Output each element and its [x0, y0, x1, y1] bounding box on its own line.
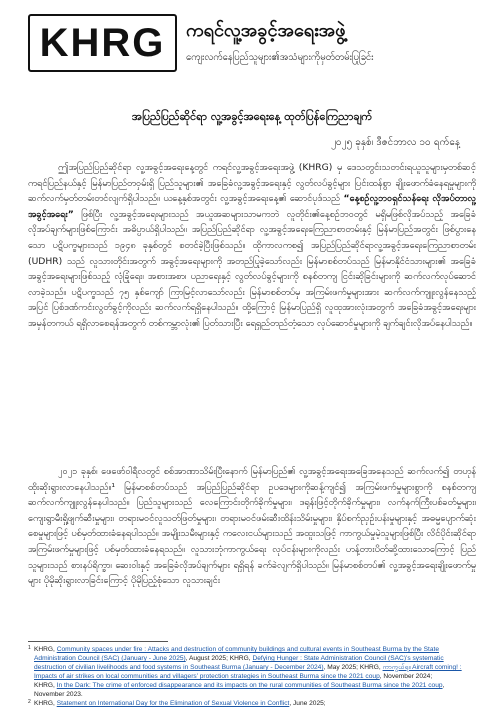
footnote-1-continued: [28, 681, 476, 699]
statement-date: ၂၀၂၅ ခုနှစ်၊ ဒီဇင်ဘာလ ၁၀ ရက်နေ့: [331, 137, 460, 148]
footnote-divider: [28, 641, 168, 642]
statement-title: အပြည်ပြည်ဆိုင်ရာ လူ့အခွင့်အရေးနေ့ ထုတ်ပြန်ကြေညာချက်: [131, 110, 373, 123]
letterhead: [28, 14, 483, 76]
paragraph-2: [28, 464, 476, 636]
footnote-link[interactable]: Defying Hunger : State Administration Council (SAC)’s systematic destruction of civilian livelihoods and food systems in Southeast Burma (January - December 2024): [34, 655, 444, 671]
khrg-logo: [28, 14, 177, 72]
footnote-date: , November 2023.: [34, 682, 445, 698]
footnote-link[interactable]: Statement on International Day for the Elimination of Sexual Violence in Conflict: [56, 700, 290, 707]
footnote-2: [28, 699, 476, 708]
footnote-date: , November 2024;: [379, 673, 433, 680]
paragraph-1-intro: ဤအပြည်ပြည်ဆိုင်ရာ လူ့အခွင့်အရေးနေ့တွင် ကရင်လူ့အခွင့်အရေးအဖွဲ့ (KHRG) မှ ဒေသတွင်းသတင်းရယူသူများမှတစ်ဆင့် ကရင်ပြည်နယ်နှင့် မြန်မာပြည်တဝှမ်းရှိ ပြည်သူများ၏ အခြေခံလူ့အခွင့်အရေးနှင့် လွတ်လပ်ခွင့်များ ပြင်းထန်စွာ ချိုးဖောက်ခံနေရမှုများကို ဆက်လက်မှတ်တမ်းတင်လျက်ရှိပါသည်။ ယနေ့နှစ်အတွင်း လူ့အခွင့်အရေးနေ့၏ ဆောင်ပုဒ်သည်: [28, 162, 476, 205]
footnote-source: KHRG,: [34, 700, 57, 707]
logo-text: KHRG: [39, 21, 166, 65]
footnote-link[interactable]: Community spaces under fire : Attacks and destruction of community buildings and cultural events in Southeast Burma by the State Administration Council (SAC) (January - June 2025): [34, 646, 439, 662]
organization-name: ကရင်လူ့အခွင့်အရေးအဖွဲ့: [186, 20, 346, 41]
organization-tagline: ကျေးလက်နေပြည်သူများ၏အသံများကိုမှတ်တမ်းပြုခြင်း: [186, 52, 374, 63]
footnote-source: KHRG,: [34, 682, 57, 689]
paragraph-2-text: ၂၀၂၁ ခုနှစ်၊ ဖေဖော်ဝါရီလတွင် စစ်အာဏာသိမ်းပြီးနောက် မြန်မာပြည်၏ လူ့အခွင့်အရေးအခြေအနေသည် ဆက်လက်၍ တဟုန်ထိုးဆိုးရွားလာနေပါသည်။¹ မြန်မာစစ်တပ်သည် အပြည်ပြည်ဆိုင်ရာ ဥပဒေများကိုဆန့်ကျင်၍ အကြမ်းဖက်မှုများစွာကို စနစ်တကျ ဆက်လက်ကျူးလွန်နေပါသည်။ ပြည်သူများသည် လေကြောင်းတိုက်ခိုက်မှုများ၊ ဒရုန်းဖြင့်တိုက်ခိုက်မှုများ၊ လက်နက်ကြီးပစ်ခတ်မှုများ၊ ကျေးရွာမီးရှို့ဖျက်ဆီးမှုများ၊ တရားမဝင်လူသတ်ဖြတ်မှုများ၊ တရားမဝင်ဖမ်းဆီးထိန်းသိမ်းမှုများ၊ နှိပ်စက်ညှဉ်းပန်းမှုများနှင့် အဓမ္မပျောက်ဆုံးစေမှုများဖြင့် ပစ်မှတ်ထားခံနေရပါသည်။ အမျိုးသမီးများနှင့် ကလေးငယ်များသည် အထူးသဖြင့် ကာကွယ်မှုမဲ့သူများဖြစ်ပြီး လိင်ပိုင်းဆိုင်ရာ အကြမ်းဖက်မှုများဖြင့် ပစ်မှတ်ထားခံနေရသည်။ လူသားဘုံကာကွယ်ရေး လုပ်ငန်းများကိုလည်း ဟန့်တားပိတ်ဆို့ထားသောကြောင့် ပြည်သူများသည် စားနပ်ရိက္ခာ၊ ဆေးဝါးနှင့် အခြေခံလိုအပ်ချက်များ ရရှိရန် ခက်ခဲလျက်ရှိပါသည်။ မြန်မာစစ်တပ်၏ လူ့အခွင့်အရေးချိုးဖောက်မှုများ ပိုမိုဆိုးရွားလာခြင်းကြောင့် ပိုမိုပြည့်စုံသော လူသားချင်း: [28, 466, 476, 587]
footnote-number: 1: [28, 645, 31, 651]
footnote-1: [28, 645, 476, 681]
footnote-link[interactable]: In the Dark: The crime of enforced disappearance and its impacts on the rural communities of Southeast Burma since the 2021 coup: [56, 682, 443, 689]
theme-slogan: “နေ့စဉ်လူ့ဘဝရှင်သန်ရေး လိုအပ်တာလူ့အခွင့်အရေး”: [28, 193, 476, 220]
footnote-date: , May 2025; KHRG,: [323, 664, 383, 671]
footnote-number: 2: [28, 699, 31, 705]
footnotes: [28, 645, 476, 708]
footnote-link[interactable]: ကာကွယ်ရ။ Aircraft coming! : Impacts of air strikes on local communities and villagers’ protection strategies in Southeast Burma since the 2021 coup: [34, 664, 462, 680]
footnote-date: , August 2025; KHRG,: [185, 655, 253, 662]
paragraph-1-rest: ဖြစ်ပြီး လူ့အခွင့်အရေးများသည် အယူအဆများသာမကဘဲ လူတိုင်း၏နေ့စဉ်ဘဝတွင် မရှိမဖြစ်လိုအပ်သည့် အခြေခံလိုအပ်ချက်များဖြစ်ကြောင်း အဓိပ္ပာယ်ရှိပါသည်။ အပြည်ပြည်ဆိုင်ရာ လူ့အခွင့်အရေးကြေညာစာတမ်းနှင့် မြန်မာပြည်အတွင်း ဖြစ်ပွားနေသော ပဋိပက္ခများသည် ၁၉၄၈ ခုနှစ်တွင် စတင်ခဲ့ပြီးဖြစ်သည်။ ထိုကာလကစ၍ အပြည်ပြည်ဆိုင်ရာလူ့အခွင့်အရေးကြေညာစာတမ်း (UDHR) သည် လူသားတိုင်းအတွက် အခွင့်အရေးများကို အတည်ပြုခဲ့သော်လည်း မြန်မာစစ်တပ်သည် မြန်မာနိုင်ငံသားများ၏ အခြေခံအခွင့်အရေးများဖြစ်သည့် လုံခြုံရေး၊ အစားအစာ၊ ပညာရေးနှင့် လွတ်လပ်ခွင့်များကို စနစ်တကျ ငြင်းဆိုခြင်းများကို ဆက်လက်လုပ်ဆောင်လာခဲ့သည်။ ပဋိပက္ခသည် ၇၅ နှစ်ကျော် ကြာမြင့်လာသော်လည်း မြန်မာစစ်တပ်မှ အကြမ်းဖက်မှုများအား ဆက်လက်ကျူးလွန်နေသည့်အပြင် ပြစ်ဒဏ်ကင်းလွတ်ခွင့်ကိုလည်း ဆက်လက်ရရှိနေပါသည်။ ထို့ကြောင့် မြန်မာပြည်ရှိ လူထုအားလုံးအတွက် အခြေခံအခွင့်အရေးများ အမှန်တကယ် ရရှိလာစေရန်အတွက် တစ်ကမ္ဘာလုံး၏ ပြတ်သားပြီး ရေရှည်တည်တံ့သော လုပ်ဆောင်မှုများကို ချက်ချင်းလိုအပ်နေပါသည်။: [28, 208, 476, 329]
footnote-date: , June 2025;: [289, 700, 326, 707]
paragraph-1: [28, 160, 476, 453]
footnote-source: KHRG,: [34, 646, 57, 653]
